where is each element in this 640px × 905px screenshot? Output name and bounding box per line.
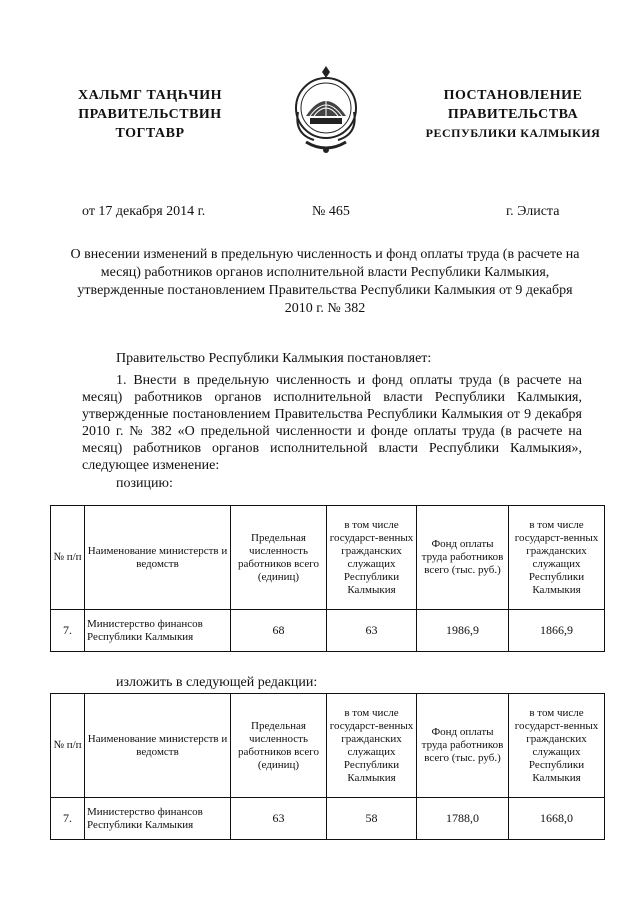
- col-header: Фонд оплаты труда работников всего (тыс. руб.): [417, 694, 509, 798]
- payroll-civil: 1668,0: [509, 798, 605, 840]
- replace-label: изложить в следующей редакции:: [116, 675, 318, 690]
- col-header: Наименование министерств и ведомств: [85, 506, 231, 610]
- ministry-name: Министерство финансов Республики Калмыкия: [85, 798, 231, 840]
- header-russian-title: [398, 86, 628, 143]
- table-old-position: [50, 505, 605, 652]
- row-index: 7.: [51, 610, 85, 652]
- headcount-civil: 63: [327, 610, 417, 652]
- payroll-total: 1986,9: [417, 610, 509, 652]
- col-header: Предельная численность работников всего (единиц): [231, 506, 327, 610]
- header-right-line: РЕСПУБЛИКИ КАЛМЫКИЯ: [425, 126, 601, 140]
- col-header: Фонд оплаты труда работников всего (тыс. руб.): [417, 506, 509, 610]
- headcount-civil: 58: [327, 798, 417, 840]
- headcount-total: 68: [231, 610, 327, 652]
- col-header: Наименование министерств и ведомств: [85, 694, 231, 798]
- position-label: позицию:: [116, 476, 173, 491]
- document-title: О внесении изменений в предельную численность и фонд оплаты труда (в расчете на месяц) работников органов исполнительной власти Республики Калмыкия, утвержденные постановлением Правительства Республики Калмыкия от 9 декабря 2010 г. № 382: [70, 247, 580, 316]
- table-new-position: [50, 693, 605, 840]
- header-left-line: ПРАВИТЕЛЬСТВИН: [78, 107, 222, 122]
- header-right-line: ПРАВИТЕЛЬСТВА: [447, 107, 579, 122]
- col-header: Предельная численность работников всего (единиц): [231, 694, 327, 798]
- col-header: в том числе государст-венных гражданских служащих Республики Калмыкия: [327, 506, 417, 610]
- document-number: № 465: [312, 204, 350, 219]
- resolves-line: Правительство Республики Калмыкия постановляет:: [116, 351, 432, 366]
- paragraph-1: 1. Внести в предельную численность и фонд оплаты труда (в расчете на месяц) работников органов исполнительной власти Республики Калмыкия, утвержденные постановлением Правительства Республики Калмыкия от 9 декабря 2010 г. № 382 «О предельной численности и фонде оплаты труда (в расчете на месяц) работников органов исполнительной власти Республики Калмыкия», следующее изменение:: [82, 373, 582, 473]
- col-header: в том числе государст-венных гражданских служащих Республики Калмыкия: [327, 694, 417, 798]
- header-kalmyk-title: [50, 86, 250, 143]
- col-header: в том числе государст-венных гражданских служащих Республики Калмыкия: [509, 506, 605, 610]
- coat-of-arms-icon: [284, 64, 368, 164]
- payroll-civil: 1866,9: [509, 610, 605, 652]
- col-header: в том числе государст-венных гражданских служащих Республики Калмыкия: [509, 694, 605, 798]
- table-row: [51, 610, 605, 652]
- header-left-line: ХАЛЬМГ ТАҢҺЧИН: [78, 88, 222, 103]
- payroll-total: 1788,0: [417, 798, 509, 840]
- col-header: № п/п: [51, 694, 85, 798]
- document-city: г. Элиста: [506, 204, 560, 219]
- table-header-row: [51, 506, 605, 610]
- header-left-line: ТОГТАВР: [115, 126, 185, 141]
- header-right-line: ПОСТАНОВЛЕНИЕ: [443, 88, 583, 103]
- row-index: 7.: [51, 798, 85, 840]
- table-header-row: [51, 694, 605, 798]
- ministry-name: Министерство финансов Республики Калмыкия: [85, 610, 231, 652]
- headcount-total: 63: [231, 798, 327, 840]
- table-row: [51, 798, 605, 840]
- col-header: № п/п: [51, 506, 85, 610]
- document-date: от 17 декабря 2014 г.: [82, 204, 206, 219]
